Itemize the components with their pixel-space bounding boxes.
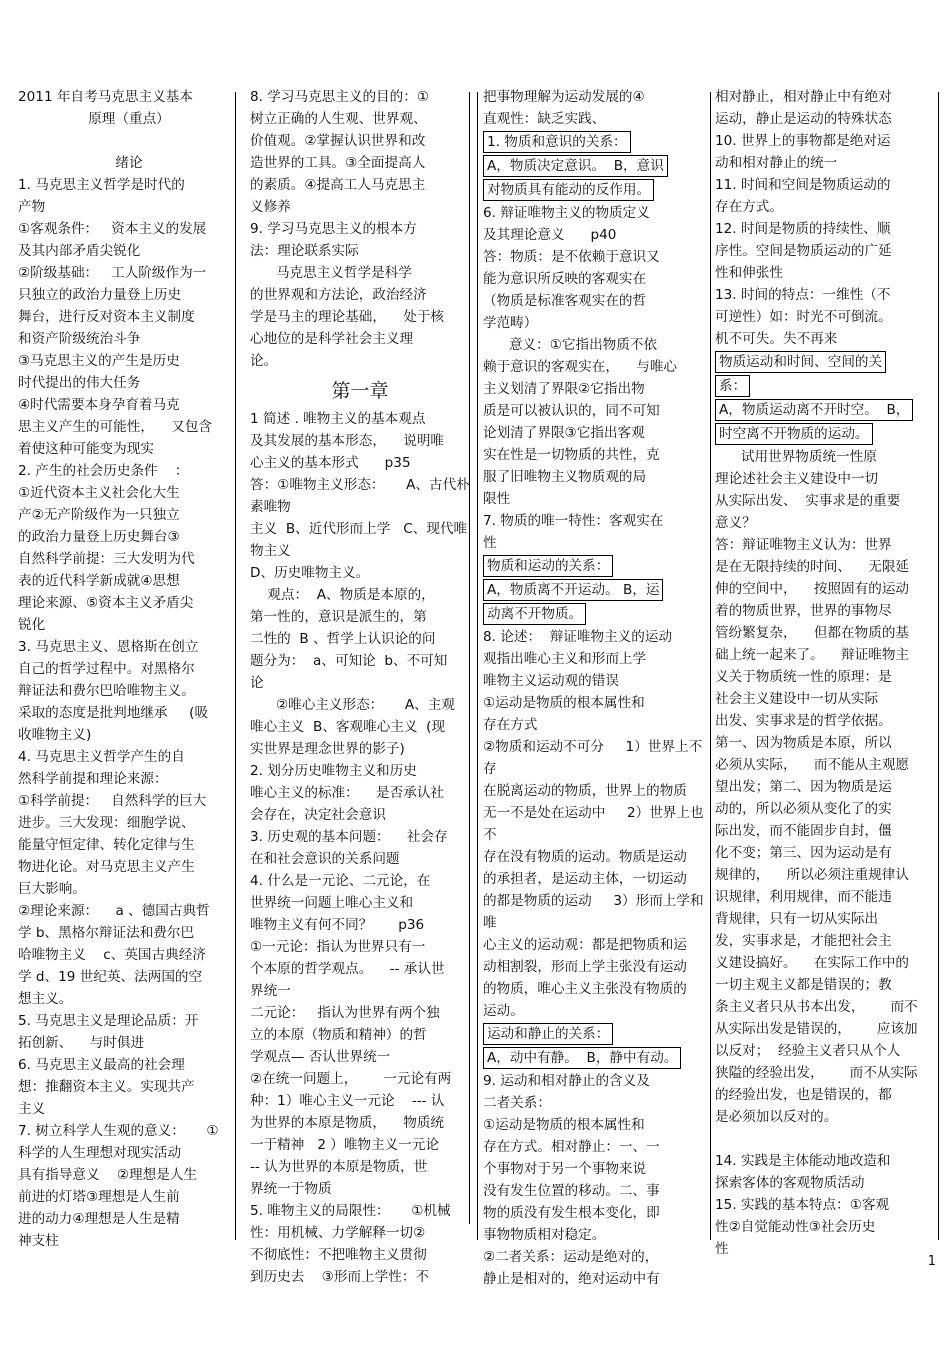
- text-line: 会存在，决定社会意识: [250, 807, 386, 823]
- text-line: 2011 年自考马克思主义基本: [18, 89, 193, 105]
- text-column-1: [18, 86, 240, 1252]
- text-line: 性和伸张性: [715, 265, 783, 281]
- text-line: 服了旧唯物主义物质观的局: [483, 469, 647, 485]
- text-line: ②阶级基础： 工人阶级作为一: [18, 265, 207, 281]
- text-line: 规律的， 所以必须注重规律认: [715, 867, 910, 883]
- text-line: 心地位的是科学社会主义理: [250, 331, 414, 347]
- text-line: 的政治力量登上历史舞台③: [18, 529, 180, 545]
- text-line: 学 d、19 世纪英、法两国的空: [18, 969, 203, 985]
- text-line: 心主义的运动观：都是把物质和运: [483, 937, 687, 953]
- text-line: 收唯物主义): [18, 727, 92, 743]
- text-line: 的经验出发，也是错误的，都: [715, 1087, 892, 1103]
- text-line: 个本原的哲学观点。 -- 承认世: [250, 961, 445, 977]
- text-column-2: [250, 86, 470, 1288]
- text-line: 二元论： 指认为世界有两个独: [250, 1005, 440, 1021]
- text-line: 具有指导意义 ②理想是人生: [18, 1167, 198, 1183]
- text-line: 8. 论述： 辩证唯物主义的运动: [483, 629, 673, 645]
- text-line: 拓创新、 与时俱进: [18, 1035, 145, 1051]
- text-line: 识规律，利用规律，而不能违: [715, 889, 892, 905]
- text-line: 动相割裂，形而上学主张没有运动: [483, 959, 687, 975]
- text-line: 8. 学习马克思主义的目的：①: [250, 89, 430, 105]
- text-line: ①运动是物质的根本属性和: [483, 1117, 645, 1133]
- text-line: [483, 578, 705, 602]
- text-line: 14. 实践是主体能动地改造和: [715, 1153, 891, 1169]
- text-line: 物的质没有发生根本变化，即: [483, 1205, 660, 1221]
- text-line: ②二者关系：运动是绝对的，: [483, 1249, 659, 1265]
- text-line: 的承担者，是运动主体，一切运动: [483, 871, 687, 887]
- text-line: 唯心主义 B、客观唯心主义 (现: [250, 719, 446, 735]
- text-line: ③马克思主义的产生是历史: [18, 353, 180, 369]
- text-line: 主义划清了界限②它指出物: [483, 381, 645, 397]
- text-line: 产物: [18, 199, 46, 215]
- text-line: 存在方式。: [715, 199, 783, 215]
- text-line: 12. 时间是物质的持续性、顺: [715, 221, 891, 237]
- text-line: 4. 什么是一元论、二元论，在: [250, 873, 431, 889]
- text-line: 11. 时间和空间是物质运动的: [715, 177, 891, 193]
- text-line: 和资产阶级统治斗争: [18, 331, 141, 347]
- text-line: 论。: [250, 353, 278, 369]
- text-line: 产②无产阶级作为一只独立: [18, 507, 180, 523]
- text-line: [483, 1022, 705, 1046]
- text-line: 以反对； 经验主义者只从个人: [715, 1043, 901, 1059]
- text-line: ①客观条件： 资本主义的发展: [18, 221, 207, 237]
- text-line: 的世界观和方法论，政治经济: [250, 287, 427, 303]
- text-line: 实在性是一切物质的共性，克: [483, 447, 660, 463]
- text-line: 管纷繁复杂， 但都在物质的基: [715, 625, 910, 641]
- text-line: 9. 运动和相对静止的含义及: [483, 1073, 650, 1089]
- text-line: ②物质和运动不可分 1）世界上不存: [483, 739, 703, 777]
- text-line: 物进化论。对马克思主义产生: [18, 859, 195, 875]
- text-line: 机不可失。失不再来: [715, 331, 838, 347]
- text-line: 1. 马克思主义哲学是时代的: [18, 177, 185, 193]
- text-line: 进步。三大发现：细胞学说、: [18, 815, 195, 831]
- text-line: 唯心主义的标准： 是否承认社: [250, 785, 445, 801]
- text-line: 神支柱: [18, 1233, 59, 1249]
- text-line: 从实际出发是错误的， 应该加: [715, 1021, 918, 1037]
- text-line: 运动，静止是运动的特殊状态: [715, 111, 892, 127]
- text-line: 唯物主义有何不同？ p36: [250, 917, 425, 933]
- text-line: 原理（重点）: [88, 111, 170, 127]
- text-line: [715, 398, 937, 422]
- text-line: 9. 学习马克思主义的根本方: [250, 221, 417, 237]
- column-rule: [710, 92, 711, 1240]
- text-line: 社会主义建设中一切从实际: [715, 691, 879, 707]
- text-line: ①运动是物质的根本属性和: [483, 695, 645, 711]
- text-line: 1 简述 . 唯物主义的基本观点: [250, 411, 426, 427]
- text-line: 条主义者只从书本出发， 而不: [715, 999, 918, 1015]
- boxed-text: A，物质离不开运动。 B，运: [483, 579, 663, 601]
- text-line: 2. 划分历史唯物主义和历史: [250, 763, 417, 779]
- text-line: [483, 554, 705, 578]
- text-line: 性：用机械、力学解释一切②: [250, 1225, 426, 1241]
- text-line: 性: [715, 1241, 729, 1257]
- text-line: 唯物主义运动观的错误: [483, 673, 619, 689]
- text-line: 思主义产生的可能性， 又包含: [18, 419, 213, 435]
- boxed-text: A，物质决定意识。 B，意识: [483, 155, 668, 177]
- text-line: 界统一: [250, 983, 291, 999]
- text-line: 限性: [483, 491, 511, 507]
- text-line: 观点： A、物质是本原的，: [250, 587, 435, 603]
- text-line: 义关于物质统一性的原理：是: [715, 669, 892, 685]
- text-line: 一于精神 2 ）唯物主义一元论: [250, 1137, 440, 1153]
- text-line: 种：1）唯心主义一元论 --- 认: [250, 1093, 445, 1109]
- text-line: 5. 唯物主义的局限性： ①机械: [250, 1203, 451, 1219]
- text-line: 5. 马克思主义是理论品质：开: [18, 1013, 199, 1029]
- text-line: 题分为： a、可知论 b、不可知: [250, 653, 448, 669]
- text-line: 从实际出发、 实事求是的重要: [715, 493, 901, 509]
- text-line: ②唯心主义形态： A、主观: [250, 697, 455, 713]
- text-line: 学范畴）: [483, 315, 538, 331]
- text-line: [483, 602, 705, 626]
- text-line: 巨大影响。: [18, 881, 86, 897]
- text-line: 表的近代科学新成就④思想: [18, 573, 180, 589]
- text-line: 采取的态度是批判地继承 (吸: [18, 705, 209, 721]
- text-line: 马克思主义哲学是科学: [250, 265, 412, 281]
- column-rule: [938, 92, 939, 1240]
- text-line: 立的本原（物质和精神）的哲: [250, 1027, 427, 1043]
- boxed-text: A，物质运动离不开时空。 B，: [715, 399, 913, 421]
- text-line: ①科学前提： 自然科学的巨大: [18, 793, 207, 809]
- text-line: 动的，所以必须从变化了的实: [715, 801, 892, 817]
- boxed-text: 系：: [715, 375, 750, 397]
- text-line: 探索客体的客观物质活动: [715, 1175, 865, 1191]
- text-line: 6. 辩证唯物主义的物质定义: [483, 205, 650, 221]
- text-line: 只独立的政治力量登上历史: [18, 287, 182, 303]
- text-line: 想：推翻资本主义。实现共产: [18, 1079, 195, 1095]
- text-line: 发，实事求是，才能把社会主: [715, 933, 892, 949]
- text-line: 运动。: [483, 1003, 524, 1019]
- text-line: 舞台，进行反对资本主义制度: [18, 309, 195, 325]
- text-line: 前进的灯塔③理想是人生前: [18, 1189, 180, 1205]
- text-line: 论: [250, 675, 264, 691]
- boxed-text: 物质和运动的关系：: [483, 555, 613, 577]
- text-line: ①一元论：指认为世界只有一: [250, 939, 426, 955]
- text-line: [483, 130, 705, 154]
- text-line: 化不变；第三、因为运动是有: [715, 845, 892, 861]
- text-line: 赖于意识的客观实在， 与唯心: [483, 359, 678, 375]
- text-line: 论划清了界限③它指出客观: [483, 425, 645, 441]
- text-line: 的物质，唯心主义主张没有物质的: [483, 981, 687, 997]
- text-line: 哈唯物主义 c、英国古典经济: [18, 947, 206, 963]
- text-line: 第一、因为物质是本原，所以: [715, 735, 892, 751]
- boxed-text: 对物质具有能动的反作用。: [483, 179, 654, 201]
- text-line: 自然科学前提：三大发明为代: [18, 551, 195, 567]
- text-line: 的素质。④提高工人马克思主: [250, 177, 426, 193]
- text-line: [483, 154, 705, 178]
- text-line: 然科学前提和理论来源：: [18, 771, 168, 787]
- text-line: 相对静止，相对静止中有绝对: [715, 89, 892, 105]
- text-line: 理论来源、⑤资本主义矛盾尖: [18, 595, 194, 611]
- text-line: 心主义的基本形式 p35: [250, 455, 411, 471]
- text-line: 事物物质相对稳定。: [483, 1227, 606, 1243]
- text-line: 及其发展的基本形态， 说明唯: [250, 433, 445, 449]
- text-line: 静止是相对的，绝对运动中有: [483, 1271, 660, 1287]
- text-line: 答：物质：是不依赖于意识又: [483, 249, 660, 265]
- text-line: 3. 历史观的基本问题： 社会存: [250, 829, 448, 845]
- text-column-4: [715, 86, 937, 1260]
- text-line: 狭隘的经验出发， 而不从实际: [715, 1065, 918, 1081]
- text-line: 树立正确的人生观、世界观、: [250, 111, 427, 127]
- text-line: 背规律，只有一切从实际出: [715, 911, 879, 927]
- text-line: 7. 物质的唯一特性：客观实在: [483, 513, 664, 529]
- text-line: 意义：①它指出物质不依: [483, 337, 658, 353]
- boxed-text: 动离不开物质。: [483, 603, 586, 625]
- text-line: [18, 130, 240, 152]
- text-line: 必须从实际， 而不能从主观愿: [715, 757, 910, 773]
- text-line: 界统一于物质: [250, 1181, 332, 1197]
- boxed-text: 时空离不开物质的运动。: [715, 423, 873, 445]
- text-line: 主义 B、近代形而上学 C、现代唯物主义: [250, 521, 468, 559]
- text-line: ②在统一问题上， 一元论有两: [250, 1071, 452, 1087]
- boxed-text: 运动和静止的关系：: [483, 1023, 613, 1045]
- text-line: 想主义。: [18, 991, 73, 1007]
- text-line: ②理论来源： a 、德国古典哲: [18, 903, 210, 919]
- column-rule: [477, 92, 478, 1240]
- text-line: 自己的哲学过程中。对黑格尔: [18, 661, 195, 677]
- text-line: 伸的空间中， 按照固有的运动: [715, 581, 910, 597]
- text-line: 义建设搞好。 在实际工作中的: [715, 955, 910, 971]
- text-line: 二者关系：: [483, 1095, 551, 1111]
- text-column-3: [483, 86, 705, 1290]
- text-line: 学 b、黑格尔辩证法和费尔巴: [18, 925, 195, 941]
- boxed-text: A，动中有静。 B，静中有动。: [483, 1047, 681, 1069]
- text-line: 着使这种可能变为现实: [18, 441, 154, 457]
- text-line: （物质是标准客观实在的哲: [483, 293, 647, 309]
- text-line: 及其内部矛盾尖锐化: [18, 243, 141, 259]
- text-line: 10. 世界上的事物都是绝对运: [715, 133, 891, 149]
- chapter-heading: 第一章: [331, 380, 389, 402]
- text-line: 主义: [18, 1101, 46, 1117]
- text-line: 在和社会意识的关系问题: [250, 851, 400, 867]
- text-line: 着的物质世界，世界的事物尽: [715, 603, 892, 619]
- text-line: 第一性的，意识是派生的，第: [250, 609, 427, 625]
- text-line: 锐化: [18, 617, 46, 633]
- text-line: 动和相对静止的统一: [715, 155, 838, 171]
- text-line: 辩证法和费尔巴哈唯物主义。: [18, 683, 195, 699]
- text-line: 二性的 B 、哲学上认识论的问: [250, 631, 436, 647]
- text-line: 意义？: [715, 515, 756, 531]
- text-line: 13. 时间的特点：一维性（不: [715, 287, 891, 303]
- text-line: 际出发，而不能固步自封，僵: [715, 823, 892, 839]
- text-line: 义修养: [250, 199, 291, 215]
- text-line: D、历史唯物主义。: [250, 565, 370, 581]
- text-line: [715, 422, 937, 446]
- text-line: 性②自觉能动性③社会历史: [715, 1219, 876, 1235]
- text-line: [483, 1046, 705, 1070]
- text-line: 答：①唯物主义形态： A、古代朴素唯物: [250, 477, 470, 515]
- text-line: 法：理论联系实际: [250, 243, 359, 259]
- text-line: 质是可以被认识的，同不可知: [483, 403, 660, 419]
- text-line: 及其理论意义 p40: [483, 227, 617, 243]
- text-line: 科学的人生理想对现实活动: [18, 1145, 182, 1161]
- text-line: [715, 1128, 937, 1150]
- text-line: 7. 树立科学人生观的意义： ①: [18, 1123, 219, 1139]
- text-line: 到历史去 ③形而上学性：不: [250, 1269, 430, 1285]
- text-line: 观指出唯心主义和形而上学: [483, 651, 647, 667]
- text-line: 时代提出的伟大任务: [18, 375, 141, 391]
- text-line: 6. 马克思主义最高的社会理: [18, 1057, 185, 1073]
- text-line: 为世界的本原是物质， 物质统: [250, 1115, 445, 1131]
- text-line: ①近代资本主义社会化大生: [18, 485, 180, 501]
- boxed-text: 1. 物质和意识的关系：: [483, 131, 631, 153]
- text-line: [715, 350, 937, 374]
- text-line: 是必须加以反对的。: [715, 1109, 838, 1125]
- text-line: 个事物对于另一个事物来说: [483, 1161, 647, 1177]
- text-line: 是在无限持续的时间、 无限延: [715, 559, 910, 575]
- text-line: 望出发；第二、因为物质是运: [715, 779, 892, 795]
- text-line: 无一不是处在运动中 2）世界上也不: [483, 805, 704, 843]
- text-line: 存在没有物质的运动。物质是运动: [483, 849, 687, 865]
- text-line: 把事物理解为运动发展的④: [483, 89, 645, 105]
- text-line: 不彻底性：不把唯物主义贯彻: [250, 1247, 427, 1263]
- text-line: 性: [483, 535, 497, 551]
- text-line: 价值观。②掌握认识世界和改: [250, 133, 426, 149]
- text-line: 进的动力④理想是人生是精: [18, 1211, 180, 1227]
- text-line: 学观点— 否认世界统一: [250, 1049, 391, 1065]
- page-number: 1: [927, 1254, 936, 1269]
- text-line: 试用世界物质统一性原: [715, 449, 877, 465]
- text-line: 直观性：缺乏实践、: [483, 111, 606, 127]
- text-line: 可逆性）如：时光不可倒流。: [715, 309, 892, 325]
- text-line: 出发、实事求是的哲学依据。: [715, 713, 892, 729]
- text-line: 础上统一起来了。 辩证唯物主: [715, 647, 910, 663]
- text-line: 存在方式。相对静止：一、一: [483, 1139, 660, 1155]
- text-line: ④时代需要本身孕育着马克: [18, 397, 180, 413]
- text-line: 实世界是理念世界的影子): [250, 741, 405, 757]
- text-line: 学是马主的理论基础， 处于核: [250, 309, 445, 325]
- text-line: [483, 178, 705, 202]
- text-line: 答：辩证唯物主义认为：世界: [715, 537, 892, 553]
- text-line: 在脱离运动的物质，世界上的物质: [483, 783, 687, 799]
- text-line: 的都是物质的运动 3）形而上学和唯: [483, 893, 704, 931]
- text-line: 理论述社会主义建设中一切: [715, 471, 879, 487]
- text-line: 能量守恒定律、转化定律与生: [18, 837, 195, 853]
- text-line: 4. 马克思主义哲学产生的自: [18, 749, 185, 765]
- text-line: 一切主观主义都是错误的；教: [715, 977, 892, 993]
- text-line: [715, 374, 937, 398]
- text-line: 15. 实践的基本特点：①客观: [715, 1197, 890, 1213]
- text-line: 绪论: [115, 155, 143, 171]
- text-line: 世界统一问题上唯心主义和: [250, 895, 414, 911]
- text-line: 造世界的工具。③全面提高人: [250, 155, 426, 171]
- text-line: 3. 马克思主义、恩格斯在创立: [18, 639, 199, 655]
- text-line: 序性。空间是物质运动的广延: [715, 243, 892, 259]
- text-line: 存在方式: [483, 717, 538, 733]
- text-line: -- 认为世界的本原是物质，世: [250, 1159, 428, 1175]
- text-line: 没有发生位置的移动。二、事: [483, 1183, 660, 1199]
- text-line: 2. 产生的社会历史条件 ：: [18, 463, 189, 479]
- boxed-text: 物质运动和时间、空间的关: [715, 351, 886, 373]
- text-line: 能为意识所反映的客观实在: [483, 271, 647, 287]
